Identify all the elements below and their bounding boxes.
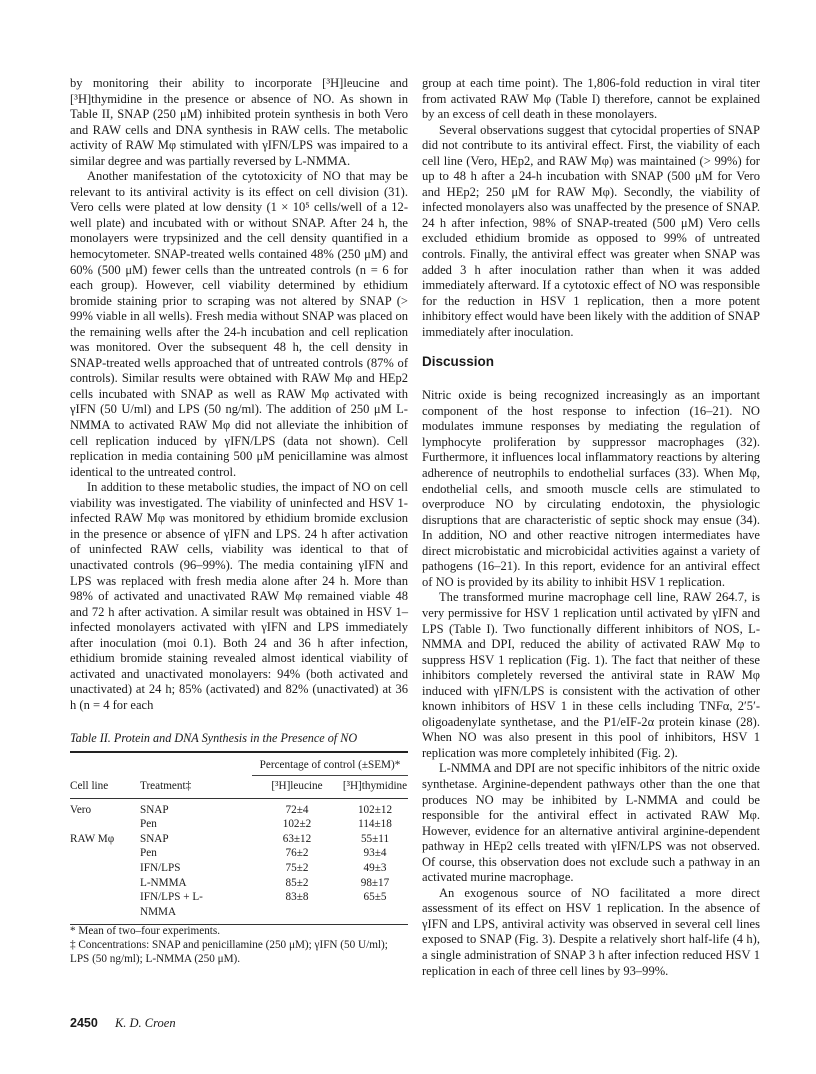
paragraph: Several observations suggest that cytocidal properties of SNAP did not contribute to its antiviral effect. First, the viability of each cell line (Vero, HEp2, and RAW Mφ) was maintained (> 99%) for up to 48 h after a 24-h incubation with SNAP (500 μM for Vero and HEp2; 250 μM for RAW Mφ). Secondly, the viability of infected monolayers also was unaffected by the presence of SNAP. 24 h after infection, 98% of SNAP-treated (500 μM) Vero cells excluded ethidium bromide as opposed to 99% of untreated controls. Finally, the antiviral effect was greater when SNAP was added 3 h after inoculation rather than when it was added immediately afterward. If a cytotoxic effect of NO was responsible for the reduction in HSV 1 replication, then a more potent inhibitory effect would have been likely with the addition of SNAP immediately after inoculation. xyxy=(422,122,760,339)
cell: IFN/LPS + L-NMMA xyxy=(140,890,252,925)
cell xyxy=(70,890,140,925)
table-row xyxy=(70,861,408,876)
table-row xyxy=(70,846,408,861)
table-footnote: * Mean of two–four experiments. xyxy=(70,925,221,938)
table-footnote: ‡ Concentrations: SNAP and penicillamine (250 μM); γIFN (50 U/ml); LPS (50 ng/ml); L-NMMA (250 μM). xyxy=(70,938,388,965)
paragraph: Nitric oxide is being recognized increasingly as an important component of the host response to infection (16–21). NO modulates immune responses by mediating the regulation of lymphocyte proliferation by suppressor macrophages (32). Furthermore, it influences local inflammatory reactions by altering adherence of neutrophils to endothelial surfaces (33). When Mφ, endothelial cells, and smooth muscle cells are stimulated to overproduce NO by circulating endotoxin, the physiologic disruptions that are characteristic of septic shock may ensue (34). In addition, NO and other reactive nitrogen intermediates have direct microbistatic and microbicidal activities against a variety of pathogens (16–21). In this report, evidence for an antiviral effect of NO is provided by its ability to inhibit HSV 1 replication. xyxy=(422,388,760,589)
cell: 75±2 xyxy=(285,861,309,874)
table-row xyxy=(70,876,408,891)
cell: Pen xyxy=(140,818,157,831)
cell xyxy=(70,861,140,876)
table-header-row xyxy=(70,752,408,775)
cell xyxy=(70,846,140,861)
cell: 49±3 xyxy=(363,861,387,874)
cell: L-NMMA xyxy=(140,876,187,889)
column-header: [³H]thymidine xyxy=(342,776,408,799)
table-row xyxy=(70,817,408,832)
table-row xyxy=(70,798,408,817)
cell: SNAP xyxy=(140,803,169,816)
paragraph: L-NMMA and DPI are not specific inhibitors of the nitric oxide synthetase. Arginine-dependent pathways other than the one that produces NO may be inhibited by L-NMMA and could be responsible for the antiviral effect in activated RAW Mφ. However, evidence for an alternative antiviral arginine-dependent pathway in HEp2 cells treated with γIFN/LPS was not observed. Of course, this observation does not exclude such a pathway in an activated murine macrophage. xyxy=(422,761,760,885)
cell: 98±17 xyxy=(360,876,390,889)
table-row xyxy=(70,890,408,925)
cell xyxy=(70,876,140,891)
paragraph: Another manifestation of the cytotoxicity of NO that may be relevant to its antiviral activity is its effect on cell division (31). Vero cells were plated at low density (1 × 10⁵ cells/well of a 12-well plate) and incubated with or without SNAP. After 24 h, the monolayers were trypsinized and the cell density quantified in a hemocytometer. SNAP-treated wells contained 48% (250 μM) and 60% (500 μM) fewer cells than the untreated controls (n = 6 for each group). However, cell viability determined by ethidium bromide staining prior to scraping was not altered by SNAP (> 99% viable in all wells). Fresh media without SNAP was placed on the remaining wells after the 24-h incubation and cell replication was monitored. Over the subsequent 48 h, the cell density in SNAP-treated wells approached that of untreated controls (87% of controls). Similar results were obtained with RAW Mφ and HEp2 cells incubated with SNAP as well as RAW Mφ activated with γIFN (50 U/ml) and LPS (50 ng/ml). The addition of 250 μM L-NMMA to activated RAW Mφ did not alleviate the inhibition of cell replication induced by γIFN/LPS (data not shown). Cell replication in media containing 500 μM penicillamine was almost identical to the untreated control. xyxy=(70,169,408,479)
cell: Vero xyxy=(70,803,92,816)
cell: SNAP xyxy=(140,832,169,845)
paragraph: An exogenous source of NO facilitated a more direct assessment of its effect on HSV 1 replication. In the absence of γIFN and LPS, antiviral activity was observed in several cell lines exposed to SNAP (Fig. 3). Despite a relatively short half-life (4 h), a single administration of SNAP 3 h after infection reduced HSV 1 replication in each of three cell lines by 93–99%. xyxy=(422,885,760,978)
column-header: Cell line xyxy=(70,776,140,799)
header-span: Percentage of control (±SEM)* xyxy=(252,752,408,775)
left-column xyxy=(70,76,408,966)
paragraph: In addition to these metabolic studies, the impact of NO on cell viability was investigated. The viability of uninfected and HSV 1-infected RAW Mφ was monitored by ethidium bromide exclusion in the presence or absence of γIFN and LPS. 24 h after activation of uninfected RAW cells, viability was identical to that of unactivated controls (96–99%). The media containing γIFN and LPS was replaced with fresh media alone after 24 h. More than 98% of activated and unactivated RAW Mφ remained viable 48 and 72 h after activation. A similar result was obtained in HSV 1–infected monolayers activated with γIFN and LPS immediately after inoculation (moi 0.1). Both 24 and 36 h after infection, ethidium bromide staining revealed almost identical viability of activated and unactivated monolayers: 94% (both activated and unactivated) at 24 h; 85% (activated) and 82% (unactivated) at 36 h (n = 4 for each xyxy=(70,480,408,712)
column-header: Treatment‡ xyxy=(140,776,252,799)
paragraph: The transformed murine macrophage cell line, RAW 264.7, is very permissive for HSV 1 replication until activated by γIFN and LPS (Table I). Two functionally different inhibitors of NOS, L-NMMA and DPI, reduced the ability of activated RAW Mφ to suppress HSV 1 replication (Fig. 1). The fact that neither of these inhibitors completely reversed the antiviral state in RAW Mφ induced with γIFN/LPS is consistent with the activation of other known inhibitors of HSV 1 in these cells including TNFα, 2′5′-oligoadenylate synthetase, and the P1/eIF-2α protein kinase (28). When NO was also present in this pool of inhibitors, HSV 1 replication was more completely inhibited (Fig. 2). xyxy=(422,590,760,760)
running-author: K. D. Croen xyxy=(114,1016,176,1030)
cell: RAW Mφ xyxy=(70,832,115,845)
cell: 93±4 xyxy=(363,847,387,860)
cell: 72±4 xyxy=(285,803,309,816)
page-number: 2450 xyxy=(70,1016,98,1030)
cell: 102±2 xyxy=(282,818,312,831)
cell: 55±11 xyxy=(360,832,390,845)
right-column xyxy=(422,76,760,979)
data-table xyxy=(70,751,408,925)
page-footer xyxy=(70,1016,176,1031)
cell: 65±5 xyxy=(342,890,408,925)
cell: IFN/LPS xyxy=(140,861,181,874)
cell: 102±12 xyxy=(357,803,393,816)
table-header-row xyxy=(70,776,408,799)
paragraph: by monitoring their ability to incorporate [³H]leucine and [³H]thymidine in the presence or absence of NO. As shown in Table II, SNAP (250 μM) inhibited protein synthesis in both Vero and RAW cells and DNA synthesis in RAW cells. The metabolic activity of RAW Mφ stimulated with γIFN/LPS was impaired to a similar degree and was partially reversed by L-NMMA. xyxy=(70,76,408,168)
cell xyxy=(70,817,140,832)
cell: 114±18 xyxy=(358,818,392,831)
cell: 63±12 xyxy=(282,832,312,845)
column-header: [³H]leucine xyxy=(252,776,342,799)
cell: 76±2 xyxy=(285,847,309,860)
paragraph: group at each time point). The 1,806-fold reduction in viral titer from activated RAW Mφ (Table I) therefore, cannot be explained by an excess of cell death in these monolayers. xyxy=(422,76,760,122)
table-caption: Table II. Protein and DNA Synthesis in the Presence of NO xyxy=(70,731,358,746)
table-row xyxy=(70,832,408,847)
cell: 85±2 xyxy=(285,876,309,889)
cell: Pen xyxy=(140,847,157,860)
section-heading: Discussion xyxy=(422,354,495,370)
cell: 83±8 xyxy=(252,890,342,925)
